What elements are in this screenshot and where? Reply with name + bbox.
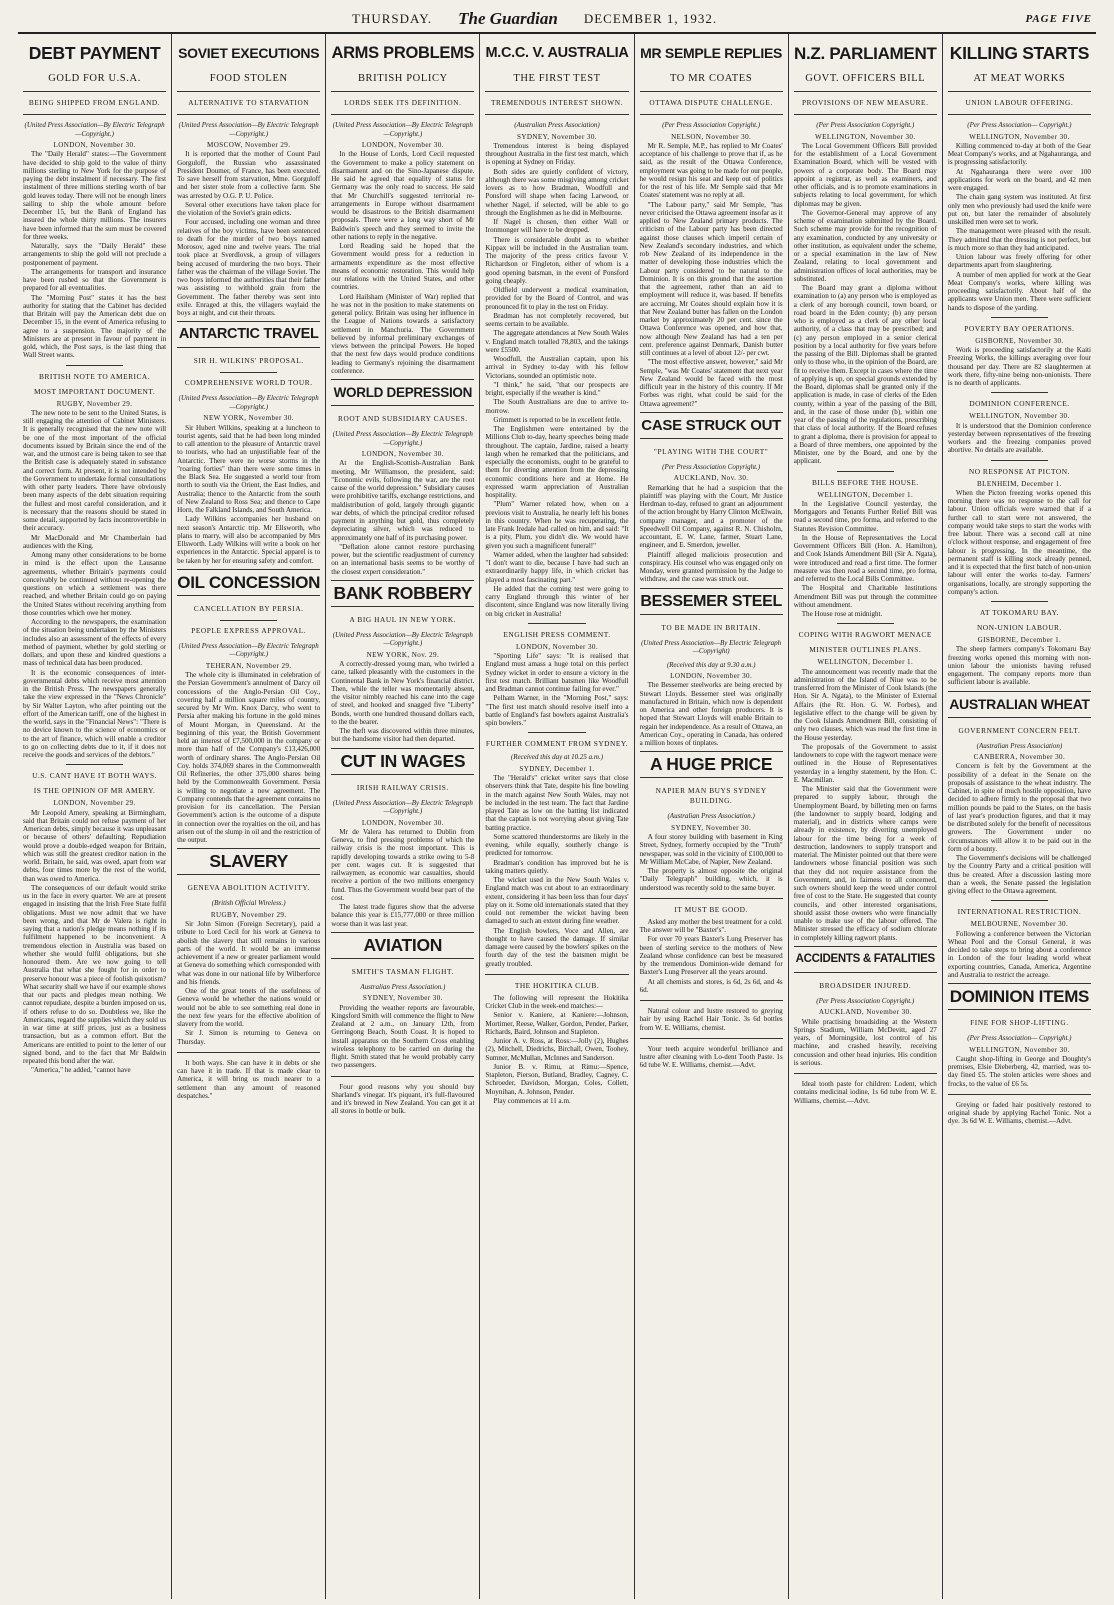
section-heading: THE HOKITIKA CLUB. xyxy=(514,980,600,990)
divider xyxy=(66,365,123,366)
sub-subheading: GENEVA ABOLITION ACTIVITY. xyxy=(187,883,310,893)
paragraph: It is understood that the Dominion conference yesterday between representatives of the freezing workers and the freezing companies proved abortive. No details are available. xyxy=(947,421,1091,455)
sub-subheading: ROOT AND SUBSIDIARY CAUSES. xyxy=(337,414,468,423)
divider xyxy=(485,114,628,115)
paragraph: The latest trade figures show that the adverse balance this year is £15,777,000 or three million worse than it was last year. xyxy=(331,903,475,928)
article-column xyxy=(943,34,1096,1599)
paragraph: The Board may grant a diploma without examination to (a) any person who is employed as a clerk of any borough council, town board, or road board in the Eden county; (b) any person who is employed as a clerk of any other local authority, of a class that may be prescribed; and (c) any person employed in a senior clerical position by a local authority for five years before the passing of the Bill. Diplomas shall be granted only to those who, in the opinion of the Board, are fit to receive them. Except in cases where the time of applying is up, on special grounds extended by the Board, diplomas shall be granted only if the application is made, in case of clerks of the Eden county, within a year of the passing of the Bill, and, in the case of those under (b), within one year of the passing of the regulations, prescribing that class of local authority. If the Board refuses to grant a diploma, there is provision for appeal to a Board of three members, one appointed by the Minister, one by the Board, and one by the applicant. xyxy=(793,284,937,466)
divider xyxy=(991,317,1048,318)
paragraph: There is considerable doubt as to whether Kippax will be included in the Australian team. The majority of the press critics favour V. Richardson or Fingleton, either of whom is a good opening batsman, in the event of Ponsford going cheaply. xyxy=(485,235,629,285)
paragraph: "America," he added, "cannot have xyxy=(31,1066,131,1075)
sub-subheading: BROADSIDER INJURED. xyxy=(819,980,912,990)
paragraph: "The most effective answer, however," said Mr Semple, "was Mr Coates' statement that next year New Zealand would be faced with the most difficult year in the history of this country. If Mr Forbes was right, what could be said for the Ottawa agreement?" xyxy=(639,358,783,408)
paragraph: While practising broadsiding at the Western Springs Stadium, William McDevitt, aged 27 years, of Morningside, lost control of his machine, and crashed heavily, receiving concussion and other head injuries. His condition is serious. xyxy=(793,1017,937,1067)
paragraph: The whole city is illuminated in celebration of the Persian Government's annulment of Darcy oil concessions of the Anglo-Persian Oil Coy., covering half a million square miles of country, secured by Mr Wm. Knox Darcy, who went to Persia after making his fortune in the gold mines of Mount Morgan, in Queensland. At the beginning of this year, the British Government held an interest of £7,500,000 in the company or more than half of the Company's £13,426,000 worth of ordinary shares. The Anglo-Persian Oil Coy. holds 374,069 shares in the Commonwealth Oil Refineries, the other 375,000 shares being held by the Commonwealth Government. Persia is willing to negotiate a new agreement. The Company contends that the agreement contains no provision for its cancellation. The Persian Government's action is the outcome of a dispute in connection over the royalties on the oil, and has arisen out of the slump in oil and the restriction of the output. xyxy=(177,671,321,844)
paragraph: Woodfull, the Australian captain, upon his arrival in Sydney to-day with his fellow Victorians, sounded an optimistic note. xyxy=(485,355,629,380)
press-credit: (United Press Association—By Electric Telegraph—Copyright.) xyxy=(332,430,473,447)
dateline: CANBERRA, November 30. xyxy=(973,753,1066,761)
paragraph: Greying or faded hair positively restored to original shade by applying Rachel Tonic. Not a dye. 3s 6d W. E. Williams, chemist.—Advt. xyxy=(947,1100,1091,1126)
dateline: GISBORNE, November 30. xyxy=(975,336,1064,345)
section-heading: MINISTER OUTLINES PLANS. xyxy=(809,645,922,655)
paragraph: Following a conference between the Victorian Wheat Pool and the Consul General, it was decided to take steps to bring about a conference in London of the four leading world wheat exporting countries, Canada, America, Argentine and Australia to restrict the acreage. xyxy=(947,929,1091,979)
divider xyxy=(528,623,585,624)
paragraph: "Plum" Warner related how, when on a previous visit to Australia, he nearly left his bones in this country. When he was recuperating, the late Frank Iredale had called on him, and said: "It is a pity, Plum, you didn't die. We would have given you such a magnificent funeral!" xyxy=(485,500,629,550)
paragraph: At the English-Scottish-Australian Bank meeting, Mr Williamson, the president, said: "Economic evils, following the war, are the root cause of the world depression." Subsidiary causes were prohibitive tariffs, exchange restrictions, and maldistribution of gold, largely through gigantic war debts, of which the principal creditor refused payment in anything but gold, thus completely depreciating silver, which was reduced to approximately one half of its purchasing power. xyxy=(331,459,475,542)
divider xyxy=(640,1000,783,1001)
press-credit: (Per Press Association— Copyright.) xyxy=(967,1034,1072,1042)
subheading: THE FIRST TEST xyxy=(513,73,601,84)
headline: KILLING STARTS xyxy=(949,43,1090,63)
headline: WORLD DEPRESSION xyxy=(331,379,474,406)
paragraph: The Government's decisions will be challenged by the Country Party and a critical position will thus be created. After a discussion lasting more than a week, the Senate passed the legislation giving effect to the Ottawa agreement. xyxy=(947,854,1091,895)
paragraph: Senior v. Kaniere, at Kaniere:—Johnson, Mortimer, Reese, Walker, Gordon, Pender, Parker, Richards, Baird, Johnson and Stapleton. xyxy=(485,1011,629,1036)
sub-subheading: UNION LABOUR OFFERING. xyxy=(965,98,1074,107)
divider xyxy=(485,974,628,975)
sub-subheading: NAPIER MAN BUYS SYDNEY BUILDING. xyxy=(655,786,767,806)
divider xyxy=(331,114,474,115)
press-credit: (Received this day at 9.30 a.m.) xyxy=(666,660,756,669)
paragraph: The Englishmen were entertained by the Millions Club to-day, hearty speeches being made throughout. The captain, Jardine, raised a hearty laugh when he remarked that the politicians, and especially the economists, ought to be grateful to them for diverting attention from the depressing economic conditions here and at Home. He expressed warm appreciation of Australian hospitality. xyxy=(485,425,629,499)
paragraph: Mr MacDonald and Mr Chamberlain had audiences with the King. xyxy=(23,533,167,550)
paragraph: Lord Reading said he hoped that the Government would press for a reduction in armaments expenditure as the most effective means of economic restoration. This would help our relations with the United States, and other countries. xyxy=(331,242,475,292)
section-heading: IS THE OPINION OF MR AMERY. xyxy=(33,786,156,796)
paragraph: The Minister said that the Government were prepared to supply labour, through the Unemployment Board, by billeting men on farms (the landowner to supply board, lodging and material), and in districts where camps were already in existence, by diverting unemployed labour for the time being for a week of destruction, landowners to supply transport and material. The Minister pointed out that there were landowners whose financial position was such that they did not require assistance from the Government, and, in fairness to all concerned, such owners should keep the weed under control free of cost to the State. He suggested that county councils, and other interested organisations, should assist those owners who were financially unable to make use of the labour offered. The Minister stressed the efficacy of sodium chlorate in completely killing ragwort plants. xyxy=(793,785,937,942)
paragraph: Plaintiff alleged malicious prosecution and conspiracy. His counsel who was engaged only on Monday, were granted permission by the Judge to withdraw, and the case was struck out. xyxy=(639,550,783,584)
page-number: PAGE FIVE xyxy=(1025,13,1092,25)
press-credit: (Received this day at 10.25 a.m.) xyxy=(510,753,604,762)
paragraph: Play commences at 11 a.m. xyxy=(493,1096,571,1105)
paragraph: Union labour was freely offering for other departments apart from slaughtering. xyxy=(947,253,1091,270)
section-heading: AT TOKOMARU BAY. xyxy=(979,608,1059,617)
divider xyxy=(991,900,1048,901)
sub-subheading: CANCELLATION BY PERSIA. xyxy=(193,603,304,613)
dateline: WELLINGTON, November 30. xyxy=(969,1045,1070,1054)
sub-subheading: SIR H. WILKINS' PROPOSAL. xyxy=(193,356,304,366)
sub-subheading: LORDS SEEK ITS DEFINITION. xyxy=(344,98,462,107)
press-credit: (United Press Association—By Electric Telegraph—Copyright) xyxy=(641,638,782,655)
headline: BESSEMER STEEL xyxy=(640,588,783,615)
section-heading: BRITISH NOTE TO AMERICA. xyxy=(39,371,151,381)
paragraph: The proposals of the Government to assist landowners to cope with the ragwort menace were outlined in the House of Representatives yesterday in a lengthy statement, by the Hon. C. E. Macmillan. xyxy=(793,742,937,784)
dateline: GISBORNE, December 1. xyxy=(977,636,1062,644)
divider xyxy=(837,623,894,624)
section-heading: U.S. CANT HAVE IT BOTH WAYS. xyxy=(32,771,157,781)
paragraph: It is the economic consequences of inter-governmental debts which receive most attention in the British Press. The newspapers generally take the view expressed in the "News Chronicle" by Sir Walter Layton, who after pointing out the effort of the American tariff, one of the highest in the world, says in the "Financial News": "There is no device known to the science of economics or to the art of finance, which will enable a creditor to go on collecting debts due to it, if it does not receive the goods and services of the debtors." xyxy=(23,668,167,759)
paragraph: Bradman's condition has improved but he is taking matters quietly. xyxy=(485,858,629,875)
press-credit: Australian Press Association.) xyxy=(360,982,446,991)
paragraph: The theft was discovered within three minutes, but the handsome visitor had then departed. xyxy=(331,727,475,744)
press-credit: (United Press Association—By Electric Telegraph—Copyright.) xyxy=(178,121,319,138)
divider xyxy=(640,114,783,115)
paragraph: Remarking that he had a suspicion that the plaintiff was playing with the Court, Mr Justice Herdman to-day, refused to grant an adjournment of the action brought by Harry Clinton McElwain, company manager, and a promoter of the Speedwell Oil Company, against R. N. Chisholm, accountant, E. W. Lane, farmer, Stuart Lane, engineer, and E. Smerdon, jeweller. xyxy=(639,483,783,550)
press-credit: (Per Press Association— Copyright.) xyxy=(967,121,1072,129)
paragraph: Natural colour and lustre restored to greying hair by using Rachel Hair Tonic. 3s 6d bottles from W. E. Williams, chemist. xyxy=(639,1007,783,1032)
paragraph: Asked any mother the best treatment for a cold. The answer will be "Baxter's". xyxy=(639,917,783,934)
article-column xyxy=(172,34,326,1599)
paragraph: Mr R. Semple, M.P., has replied to Mr Coates' acceptance of his challenge to prove that if, as he said, as the result of the Ottawa Conference, employment was going to be made for our people, he would resign his seat and keep out of politics for the rest of his life. Mr Semple said that Mr Coates' statement was no reply at all. xyxy=(639,141,783,200)
sub-subheading: GOVERNMENT CONCERN FELT. xyxy=(958,725,1081,735)
dateline: SYDNEY, December 1. xyxy=(519,764,595,773)
paragraph: The English bowlers, Voce and Allen, are thought to have caused the damage. If similar damage were caused by the bowlers' spikes on the fourth day of the test the batsmen might be greatly troubled. xyxy=(485,926,629,968)
paragraph: Mr Leopold Amery, speaking at Birmingham, said that Britain could not refuse payment of her American debts, simply because it was unpleasant or because of others' defaulting. Repudiation would prove a double-edged weapon for Britain, which was still the greatest creditor nation in the world. Britain, he said, was owed, apart from war debts, four times more by the rest of the world, than was owed to America. xyxy=(23,808,167,883)
divider xyxy=(948,91,1091,92)
dateline: RUGBY, November 29. xyxy=(56,399,133,408)
dateline: WELLINGTON, December 1. xyxy=(817,490,914,499)
sub-subheading: ALTERNATIVE TO STARVATION xyxy=(188,98,310,107)
article-columns xyxy=(18,34,1096,1599)
sub-subheading: TREMENDOUS INTEREST SHOWN. xyxy=(490,98,623,107)
paragraph: The Bessemer steelworks are being erected by Stewart Lloyds. Bessemer steel was originally manufactured in Britain, which now is dependent on America and other foreign producers. It is hoped that Stewart Lloyds will enable Britain to regain her independence. As a result of Ottawa, an American Coy., operating in Canada, has ordered a million boxes of tinplates. xyxy=(639,681,783,747)
dateline: LONDON, November 30. xyxy=(515,642,599,651)
paragraph: Warner added, when the laughter had subsided: "I don't want to die, because I have had such an extraordinarily happy life, in which cricket has played a most fascinating part." xyxy=(485,550,629,584)
paragraph: Bradman has not completely recovered, but seems certain to be available. xyxy=(485,311,629,328)
press-credit: (Per Press Association Copyright.) xyxy=(662,121,761,129)
headline: N.Z. PARLIAMENT xyxy=(794,44,937,63)
paragraph: Naturally, says the "Daily Herald" these arrangements to ship the gold will not preclude a postponement of payment. xyxy=(23,242,167,267)
divider xyxy=(177,114,320,115)
divider xyxy=(948,114,1091,115)
paragraph: The "Daily Herald" states:—The Government have decided to ship gold to the value of thirty millions sterling to New York for the purpose of paying the debt instalment if necessary. The first instalment of three millions sterling worth of bar gold leaves today. There will not be enough liners sailing to ship the whole amount before December 15, but the Bank of England has insured the whole thirty millions. The insurers have been informed that the sum must be covered for three weeks. xyxy=(23,150,167,241)
sub-subheading: PROVISIONS OF NEW MEASURE. xyxy=(801,98,929,107)
paragraph: Providing the weather reports are favourable, Kingsford Smith will commence the flight to New Zealand at 2 a.m., on January 12th, from Gerringong Beach, South Coast. It is hoped to install apparatus on the Southern Cross enabling wireless telephony to be carried on during the flight. Smith stated that he would probably carry two passengers. xyxy=(331,1003,475,1070)
paragraph: A four storey building with basement in King Street, Sydney, formerly occupied by the "Truth" newspaper, was sold in the vicinity of £100,000 to Mr William McCabe, of Napier, New Zealand. xyxy=(639,833,783,866)
divider xyxy=(991,601,1048,602)
paragraph: The "Herald's" cricket writer says that close observers think that Tate, despite his fine bowling in the match against New South Wales, may not be included in the test team. The fact that Jardine played Tate as low on the batting list indicated that the captain is not worrying about giving Tate batting practice. xyxy=(485,774,629,832)
issue-day: THURSDAY. xyxy=(352,11,433,26)
paragraph: In the Legislative Council yesterday, the Mortgagors and Tenants Further Relief Bill was read a second time, pro forma, and referred to the Statutes Revision Committee. xyxy=(793,499,937,533)
sub-subheading: OTTAWA DISPUTE CHALLENGE. xyxy=(649,98,773,107)
section-heading: NO RESPONSE AT PICTON. xyxy=(968,466,1070,476)
headline: OIL CONCESSION xyxy=(177,569,320,596)
divider xyxy=(640,91,783,92)
paragraph: At all chemists and stores, is 6d, 2s 6d, and 4s 6d. xyxy=(639,977,783,994)
divider xyxy=(794,114,937,115)
paragraph: Killing commenced to-day at both of the Gear Meat Company's works, and at Ngahauranga, and is progressing satisfactorily. xyxy=(947,141,1091,167)
headline: AUSTRALIAN WHEAT xyxy=(948,691,1091,718)
paragraph: Grimmett is reported to be in excellent fettle. xyxy=(493,415,622,424)
paragraph: The Local Government Officers Bill provided for the establishment of a Local Government Examination Board, which will be vested with powers of a corporate body. The Board may appoint a registrar, as well as examiners, and other officials, and is to promote examinations in subjects relating to local government, for which diplomas may be given. xyxy=(793,141,937,208)
paragraph: The property is almost opposite the original "Daily Telegraph" building, which, it is understood was recently sold to the same buyer. xyxy=(639,867,783,892)
subheading: GOLD FOR U.S.A. xyxy=(48,73,141,84)
press-credit: (Per Press Association Copyright.) xyxy=(816,996,915,1005)
paragraph: Several other executions have taken place for the violation of the Soviet's grain edicts. xyxy=(177,200,321,217)
press-credit: (British Official Wireless.) xyxy=(211,899,286,908)
subheading: AT MEAT WORKS xyxy=(973,73,1066,84)
sub-subheading: PEOPLE EXPRESS APPROVAL. xyxy=(191,625,307,635)
paragraph: In the House of Representatives the Local Government Officers Bill (Hon. A. Hamilton), and Cook Islands Amendment Bill (Sir A. Ngata), were introduced and read a first time. The former measure was then read a second time, pro forma, and referred to the Local Bills Committee. xyxy=(793,533,937,583)
paragraph: If Nagel is chosen, then either Wall or Ironmonger will have to be dropped. xyxy=(485,218,629,235)
article-column xyxy=(635,34,789,1599)
paragraph: Junior B. v. Rimu, at Rimu:—Spence, Stapleton, Pierson, Butland, Bradley, Cagney, C. Schroeder, Davidson, Morgan, Coles, Collett, Moynihan, A. Johnson, Pender. xyxy=(485,1062,629,1096)
paragraph: At Ngahauranga there were over 100 applications for work on the board, and 42 men were engaged. xyxy=(947,167,1091,192)
press-credit: (United Press Association—By Electric Telegraph—Copyright.) xyxy=(332,121,473,138)
paragraph: It is reported that the mother of Count Paul Gorguloff, the Russian who assassinated President Doumer, of France, has been executed. To save herself from starvation, Mme. Gorguloff and her sister stole from a collective farm. She was arrested by O.G. P. U. Police. xyxy=(177,150,321,200)
dateline: WELLINGTON, November 30. xyxy=(969,132,1070,141)
divider xyxy=(948,1094,1091,1095)
paragraph: Sir Hubert Wilkins, speaking at a luncheon to tourist agents, said that he had been long minded to call attention to the pleasure of Antarctic travel to tourists, who had an unjustifiable fear of the Antarctic. There were no worse storms in the "roaring forties" than there were some times in the Black Sea. He suggested a world tour from north to south via the Orient, the East Indies, and Australia; thence to the Antarctic from the south of New Zealand to Ross Sea; and thence to Cape Horn, the Falkland Islands, and South America. xyxy=(177,423,321,514)
divider xyxy=(640,1038,783,1039)
paragraph: Lord Hailsham (Minister of War) replied that he was not in the position to make statements on general policy. Britain was using her influence in the League of Nations towards a satisfactory settlement in Manchuria. The Government believed by informal preliminary exchanges of views between the principal Powers. He hoped that the next few days would produce conditions leading to Germany's rejoining the disarmament conference. xyxy=(331,292,475,375)
dateline: WELLINGTON, November 30. xyxy=(815,132,916,141)
paragraph: The South Australians are due to arrive to-morrow. xyxy=(485,398,629,415)
dateline: NEW YORK, November 30. xyxy=(203,414,294,423)
dateline: WELLINGTON, December 1. xyxy=(817,658,914,667)
paragraph: Lady Wilkins accompanies her husband on next season's Antarctic trip. Mr Ellsworth, who plans to marry, will also be accompanied by Mrs Ellsworth. Lady Wilkins will write a book on her experiences in the Antarctic. Special apparel is to be taken by her for ensuring safety and comfort. xyxy=(177,515,321,565)
dateline: MELBOURNE, November 30. xyxy=(970,920,1069,929)
paragraph: A number of men applied for work at the Gear Meat Company's works, where killing was proceeding satisfactorily. About half of the applicants were Union men. There were sufficient hands to dispose of the yarding. xyxy=(947,270,1091,312)
article-column xyxy=(326,34,480,1599)
paragraph: When the Picton freezing works opened this morning there was no response to the call for labour. Union officials were warned that if a further call to start were not answered, the company would take steps to start the works with free labour. There was a second call at nine o'clock without response, and engagement of free labour is progressing. In the meantime, the permanent staff is killing stock already penned, and it is expected that the first batch of non-union labour will enter the works to-day. Farmers' organisations, locally, are strongly supporting the company's action. xyxy=(947,488,1091,596)
divider xyxy=(991,392,1048,393)
paragraph: Four accused, including one woman and three relatives of the boy victims, have been sentenced to death for the murder of two boys named Morosov, aged nine and twelve years. The trial took place at Sverdlovsk, a group of villagers being accused of murdering the two boys. Their father was the chairman of the village Soviet. The two boys informed the authorities that their father was assisting to withhold grain from the Government. The father thereby was sent into exile. Enraged at this, the villagers waylaid the boys at night, and cut their throats. xyxy=(177,218,321,317)
press-credit: (Australian Press Association.) xyxy=(667,812,755,821)
paragraph: The House rose at midnight. xyxy=(801,610,883,618)
article-column xyxy=(18,34,172,1599)
press-credit: (United Press Association—By Electric Telegraph—Copyright.) xyxy=(332,630,473,648)
masthead xyxy=(18,6,1096,34)
divider xyxy=(220,372,277,373)
paragraph: A correctly-dressed young man, who twirled a cane, talked pleasantly with the customers in the Continental Bank in New York's financial district. Then, while the teller was momentarily absent, the visitor nimbly reached his cane into the cage of steel, and hooked and snagged five "Liberty" Bonds, worth one hundred thousand dollars each, to the the bearer. xyxy=(331,660,475,726)
paragraph: Tremendous interest is being displayed throughout Australia in the first test match, which is opening at Sydney on Friday. xyxy=(485,141,629,167)
dateline: SYDNEY, November 30. xyxy=(517,132,597,141)
dateline: LONDON, November 30. xyxy=(53,141,136,149)
paragraph: The chain gang system was instituted. At first only men who previously had used the knife were put on, but later the remainder of absolutely unskilled men were set to work. xyxy=(947,193,1091,226)
paragraph: Oldfield underwent a medical examination, provided for by the Board of Control, and was pronounced fit to play in the test on Friday. xyxy=(485,286,629,311)
section-heading: INTERNATIONAL RESTRICTION. xyxy=(957,907,1082,917)
paragraph: The management were pleased with the result. They admitted that the dressing is not perfect, but is much more so than they had anticipated. xyxy=(947,227,1091,252)
headline: BANK ROBBERY xyxy=(331,580,474,607)
section-heading: FURTHER COMMENT FROM SYDNEY. xyxy=(485,739,629,749)
paragraph: Concern is felt by the Government at the possibility of a defeat in the Senate on the proposals of assistance to the wheat industry. The Cabinet, in spite of much hostile opposition, have decided to adhere firmly to the proposal that two million pounds be paid to the States, on the basis of last year's production figures, and that it may be distributed solely for the benefit of necessitous growers. The Government under no circumstances will allow it to be paid out in the form of a bounty. xyxy=(947,762,1091,853)
paragraph: Sir John Simon (Foreign Secretary), paid a tribute to Lord Cecil for his work at Geneva to abolish the slavery that still remains in various parts of the world. It would be an immense achievement if a new or greater parliament would at Geneva do something which corresponded with what was done in our national life by Wilberforce and his friends. xyxy=(177,920,321,986)
paragraph: He added that the coming test were going to carry England through this winter of her discontent, since England was now literally living on big cricket in Australia! xyxy=(485,584,629,618)
section-heading: MOST IMPORTANT DOCUMENT. xyxy=(33,386,156,396)
headline: SOVIET EXECUTIONS xyxy=(178,45,320,61)
subheading: BRITISH POLICY xyxy=(357,73,448,84)
divider xyxy=(528,732,585,733)
press-credit: (Per Press Association Copyright.) xyxy=(816,121,915,129)
paragraph: The wicket used in the New South Wales v. England match was cut about to an extraordinary extent, considering it has been less than four days' play on it. Some old internationals stated that they could not remember the wicket having been damaged to such an extent during fine weather. xyxy=(485,876,629,926)
dateline: LONDON, November 29. xyxy=(53,799,136,808)
paragraph: The aggregate attendances at New South Wales v. England match totalled 78,803, and the takings were £5500. xyxy=(485,329,629,354)
paragraph: Caught shop-lifting in George and Doughty's premises, Elsie Dieberberg, 42, married, was to-day fined £5. The stolen articles were shoes and frocks, to the value of £6 5s. xyxy=(947,1054,1091,1088)
dateline: BLENHEIM, December 1. xyxy=(976,479,1062,488)
subheading: GOVT. OFFICERS BILL xyxy=(805,73,926,84)
paragraph: Both sides are quietly confident of victory, although there was some misgiving among cricket lovers as to how Bradman, Woodfull and Ponsford will shape when facing Larwood, or whether Nagel, if selected, will be able to go through the Englishmen as he did in Melbourne. xyxy=(485,167,629,217)
headline: MR SEMPLE REPLIES xyxy=(640,45,783,61)
paragraph: Some scattered thunderstorms are likely in the evening, while equally, southerly change is predicted for tomorrow. xyxy=(485,832,629,858)
dateline: NEW YORK, Nov. 29. xyxy=(366,650,440,659)
dateline: LONDON, November 30. xyxy=(361,818,444,827)
dateline: SYDNEY, November 30. xyxy=(362,994,443,1003)
paragraph: The "Morning Post" states it has the best authority for stating that the Cabinet has decided that Britain will pay the American debt due on December 15, in the event of America refusing to agree to a suspension. The majority of the Ministers are at present in favour of payment in gold, which, the Post says, is the last thing that Wall Street wants. xyxy=(23,293,167,360)
headline: ACCIDENTS & FATALITIES xyxy=(794,946,937,973)
press-credit: (United Press Association—By Electric Telegraph—Copyright.) xyxy=(178,641,319,659)
paragraph: The consequences of our default would strike us in the face in every quarter. We are at present engaged in insisting that the Irish Free State fulfil obligations. Must we now admit that we have been wrong, and that Mr de Valera is right in saying that a nation's pledge means nothing if its fulfilment happened to be inconvenient. A tremendous election in Australia was based on whether she would fulfil obligations, but she honoured them. Are we now going to tell Australia that what she fought for in order to preserve honour was a piece of foolish quixotism? What security shall we have if our example shows that our pacts and pledges mean nothing. We cannot repudiate, despite a burden imposed on us, if others refuse to do so. Doubtless we, like the Americans, regard the supplies which they sold us in war time at stiff prices, just as a business transaction, but as a common effort. But the Americans are entitled to point to the letter of our signed bond, and to the fact that Mr Baldwin repeated this bond after the war. xyxy=(23,883,167,1065)
sub-subheading: BEING SHIPPED FROM ENGLAND. xyxy=(28,98,161,107)
dateline: WELLINGTON, November 30. xyxy=(969,412,1070,421)
divider xyxy=(485,91,628,92)
paragraph: Work is proceeding satisfactorily at the Kaiti Freezing Works, the killings averaging over four thousand per day. There are 82 slaughtermen at work there, fifty-nine being non-unionists. There is no dearth of applicants. xyxy=(947,346,1091,387)
headline: CUT IN WAGES xyxy=(331,748,474,775)
article-column xyxy=(480,34,634,1599)
sub-subheading: "PLAYING WITH THE COURT" xyxy=(653,446,769,456)
article-column xyxy=(789,34,943,1599)
divider xyxy=(640,898,783,899)
paragraph: The Governor-General may approve of any scheme of examination submitted by the Board. Such scheme may provide for the recognition of any examination, conducted by any university or other institution, as equivalent under the scheme, or a special examination in the law of New Zealand, relating to local government and administration offices of local authorities, may be substituted. xyxy=(793,208,937,283)
section-heading: ENGLISH PRESS COMMENT. xyxy=(503,629,611,639)
divider xyxy=(837,471,894,472)
paragraph: The Hospital and Charitable Institutions Amendment Bill was put through the committee without amendment. xyxy=(793,584,937,609)
divider xyxy=(177,91,320,92)
dateline: LONDON, November 30. xyxy=(361,141,444,149)
paragraph: "Deflation alone cannot restore purchasing power, but the scientific readjustment of currency on an international basis seems to be worthy of the closest expert consideration." xyxy=(331,542,475,576)
paragraph: One of the great tenets of the usefulness of Geneva would be whether the nations would or would not be able to see something real done in the next few years for the effective abolition of slavery from the world. xyxy=(177,987,321,1028)
divider xyxy=(991,460,1048,461)
dateline: AUCKLAND, November 30. xyxy=(818,1008,912,1017)
issue-date: DECEMBER 1, 1932. xyxy=(583,11,718,26)
press-credit: (United Press Association—By Electric Telegraph—Copyright.) xyxy=(24,121,165,138)
paragraph: "Sporting Life" says: "It is realised that England must amass a huge total on this perfect Sydney wicket in order to ensure a victory in the first test match. Brilliant batsmen like Woodfull and Bradman cannot continue failing for ever." xyxy=(485,652,629,693)
sub-subheading: COMPREHENSIVE WORLD TOUR. xyxy=(184,378,313,388)
press-credit: (United Press Association—By Electric Telegraph—Copyright.) xyxy=(332,798,473,815)
divider xyxy=(331,91,474,92)
paragraph: "I think," he said, "that our prospects are bright, especially if the weather is kind." xyxy=(485,380,629,397)
paragraph: Four good reasons why you should buy Sharland's vinegar. It's piquant, it's full-flavoured and it's brewed in New Zealand. You can get it at all stores in bottle or bulk. xyxy=(331,1082,475,1116)
paragraph: The arrangements for transport and insurance have been rushed so that the Government is prepared for all eventualities. xyxy=(23,267,167,293)
sub-subheading: TO BE MADE IN BRITAIN. xyxy=(661,622,761,632)
dateline: NELSON, November 30. xyxy=(671,132,752,141)
divider xyxy=(23,114,166,115)
divider xyxy=(66,764,123,765)
press-credit: (Australian Press Association) xyxy=(514,121,600,129)
press-credit: (Australian Press Association) xyxy=(976,741,1063,750)
paragraph: Mr de Valera has returned to Dublin from Geneva, to find pressing problems of which the railway crisis is the most important. This is rapidly developing towards a strike owing to 5-8 per cent. wages cut. It is suggested that railwaymen, as economic war casualties, should receive a portion of the two millions emergency fund. Thus the Government would bear part of the cost. xyxy=(331,827,475,902)
section-heading: DOMINION CONFERENCE. xyxy=(969,399,1070,409)
headline: AVIATION xyxy=(331,932,474,959)
headline: CASE STRUCK OUT xyxy=(640,412,783,439)
paragraph: The following will represent the Hokitika Cricket Club in the week-end matches:— xyxy=(485,993,629,1010)
paragraph: Junior A. v. Ross, at Ross:—Jolly (2), Hughes (2), Mitchell, Diedrichs, Birchall, Owen, Toohey, Sumner, McMullan, McInnes and Sanderson. xyxy=(485,1037,629,1062)
sub-subheading: IRISH RAILWAY CRISIS. xyxy=(356,782,449,792)
headline: A HUGE PRICE xyxy=(640,751,783,778)
dateline: LONDON, November 30. xyxy=(361,450,444,458)
divider xyxy=(331,1076,474,1077)
dateline: LONDON, November 30. xyxy=(670,672,753,680)
paragraph: Ideal tooth paste for children: Lodent, which contains medicinal iodine, 1s 6d tube from W. E. Williams, chemist.—Advt. xyxy=(793,1080,937,1105)
section-heading: COPING WITH RAGWORT MENACE xyxy=(798,630,932,640)
section-heading: NON-UNION LABOUR. xyxy=(976,623,1062,632)
paragraph: Pelham Warner, in the "Morning Post," says: "The first test match should resolve itself into a battle of England's fast bowlers against Australia's spin bowlers." xyxy=(485,694,629,727)
divider xyxy=(220,620,277,621)
dateline: AUCKLAND, Nov. 30. xyxy=(673,474,749,483)
divider xyxy=(794,1073,937,1074)
section-heading: IT MUST BE GOOD. xyxy=(674,904,748,914)
paragraph: Among many other considerations to be borne in mind is the effect upon the Lausanne agreements, whether Britain's payments could conceivably be continued without re-opening the questions on which a settlement was there reached, and whether Britain could go on paying the United States without receiving anything from those countries which owe her money. xyxy=(23,551,167,617)
dateline: TEHERAN, November 29. xyxy=(205,661,292,670)
divider xyxy=(794,91,937,92)
press-credit: (Per Press Association Copyright.) xyxy=(662,462,761,471)
press-credit: (United Press Association—By Electric Telegraph—Copyright.) xyxy=(178,394,319,411)
paragraph: The sheep farmers company's Tokomaru Bay freezing works opened this morning with non-union labour the unionists having refused engagement. The company reports more than sufficient labour is available. xyxy=(947,645,1091,687)
dateline: RUGBY, November 29. xyxy=(210,910,287,919)
paragraph: The announcement was recently made that the administration of the Island of Niue was to be transferred from the Minister of Cook Islands (the Hon. Sir A. Ngata), to the Minister of External Affairs (the Rt. Hon. G. W. Forbes), and legislative effect to the change will be given by the Cook Islands Amendment Bill, consisting of only two clauses, which was read the first time in the House yesterday. xyxy=(793,667,937,742)
headline: M.C.C. V. AUSTRALIA xyxy=(485,45,629,61)
dateline: SYDNEY, November 30. xyxy=(671,823,752,832)
section-heading: BILLS BEFORE THE HOUSE. xyxy=(811,477,919,487)
paragraph: Sir J. Simon is returning to Geneva on Thursday. xyxy=(177,1029,321,1046)
sub-subheading: A BIG HAUL IN NEW YORK. xyxy=(349,614,457,624)
subheading: TO MR COATES xyxy=(669,73,753,84)
subheading: FOOD STOLEN xyxy=(209,73,288,84)
paragraph: In the House of Lords, Lord Cecil requested the Government to make a policy statement on disarmament and on the Sino-Japanese dispute. He said he agreed that equality of status for Germany was the only road to success. He said that Mr Churchill's suggested territorial re-arrangements in Europe without disarmament would be disastrous to the British disarmament proposals. There were a long way short of Mr Baldwin's speech and they seemed to invite the other nations to reply in the negative. xyxy=(331,150,475,241)
sub-subheading: SMITH'S TASMAN FLIGHT. xyxy=(351,966,454,976)
headline: ARMS PROBLEMS xyxy=(331,44,475,62)
paragraph: It both ways. She can have it in debts or she can have it in trade. If that is made clear to America, it will bring us much nearer to a settlement than any amount of reasoned despatches." xyxy=(177,1058,321,1100)
section-heading: POVERTY BAY OPERATIONS. xyxy=(964,323,1075,333)
headline: ANTARCTIC TRAVEL xyxy=(177,321,320,348)
headline: DEBT PAYMENT xyxy=(28,43,161,63)
headline: DOMINION ITEMS xyxy=(948,983,1091,1010)
paragraph: The new note to be sent to the United States, is still engaging the attention of Cabinet Ministers. It is generally recognised that the new note will be one of the most important of the official documents issued by Britain since the end of the war, and the utmost care is being taken to see that the British case is adequately stated in substance and correct form. At present, it is not intended by the Government to undertake formal consultations with other party leaders. There have obviously been many aspects of the debt situation requiring the fullest and most careful consideration, and it is necessary that the reasons should be stated in some detail, supported by facts incontrovertible in their accuracy. xyxy=(23,408,167,533)
dateline: MOSCOW, November 29. xyxy=(207,141,291,149)
headline: SLAVERY xyxy=(177,848,320,875)
divider xyxy=(23,91,166,92)
paragraph: "The Labour party," said Mr Semple, "has never criticised the Ottawa agreement insofar as it applied to New Zealand primary products. The criticism of the Labour party has been directed against those clauses which imperil certain of New Zealand's secondary industries, and which rob New Zealand of its independence in the matter of developing those industries which the Labour party considered to be natural to the Dominion. It is on this ground that the assertion that the agreement, rather than an aid to employment will reduce it, was based. If benefits are accruing, Mr Coates should explain how it is that New Zealand butter has fallen on the London market by approximately 20 per cent. since the Ottawa Conference was opened, and how that, now although New Zealand has had a ten per cent. preference against Denmark, Danish butter still continues at a level of about 12/- per cwt. xyxy=(639,200,783,357)
divider xyxy=(177,1052,320,1053)
sub-subheading: FINE FOR SHOP-LIFTING. xyxy=(970,1018,1069,1027)
paragraph: Your teeth acquire wonderful brilliance and lustre after cleaning with Lo-dent Tooth Paste. 1s 6d tube W. E. Williams, chemist.—Advt. xyxy=(639,1044,783,1070)
paragraph: According to the newspapers, the examination of the situation being undertaken by the Ministers includes also an assessment of the effects of every method of payment, whether by gold sterling or dollars, and upon these and kindred questions a mass of technical data has been produced. xyxy=(23,618,167,668)
paragraph: For over 70 years Baxter's Lung Preserver has been of sterling service to the mothers of New Zealand whose confidence can best be measured by the tremendous Dominion-wide demand for Baxter's Lung Preserver all the years around. xyxy=(639,935,783,977)
paper-title: The Guardian xyxy=(458,9,558,28)
